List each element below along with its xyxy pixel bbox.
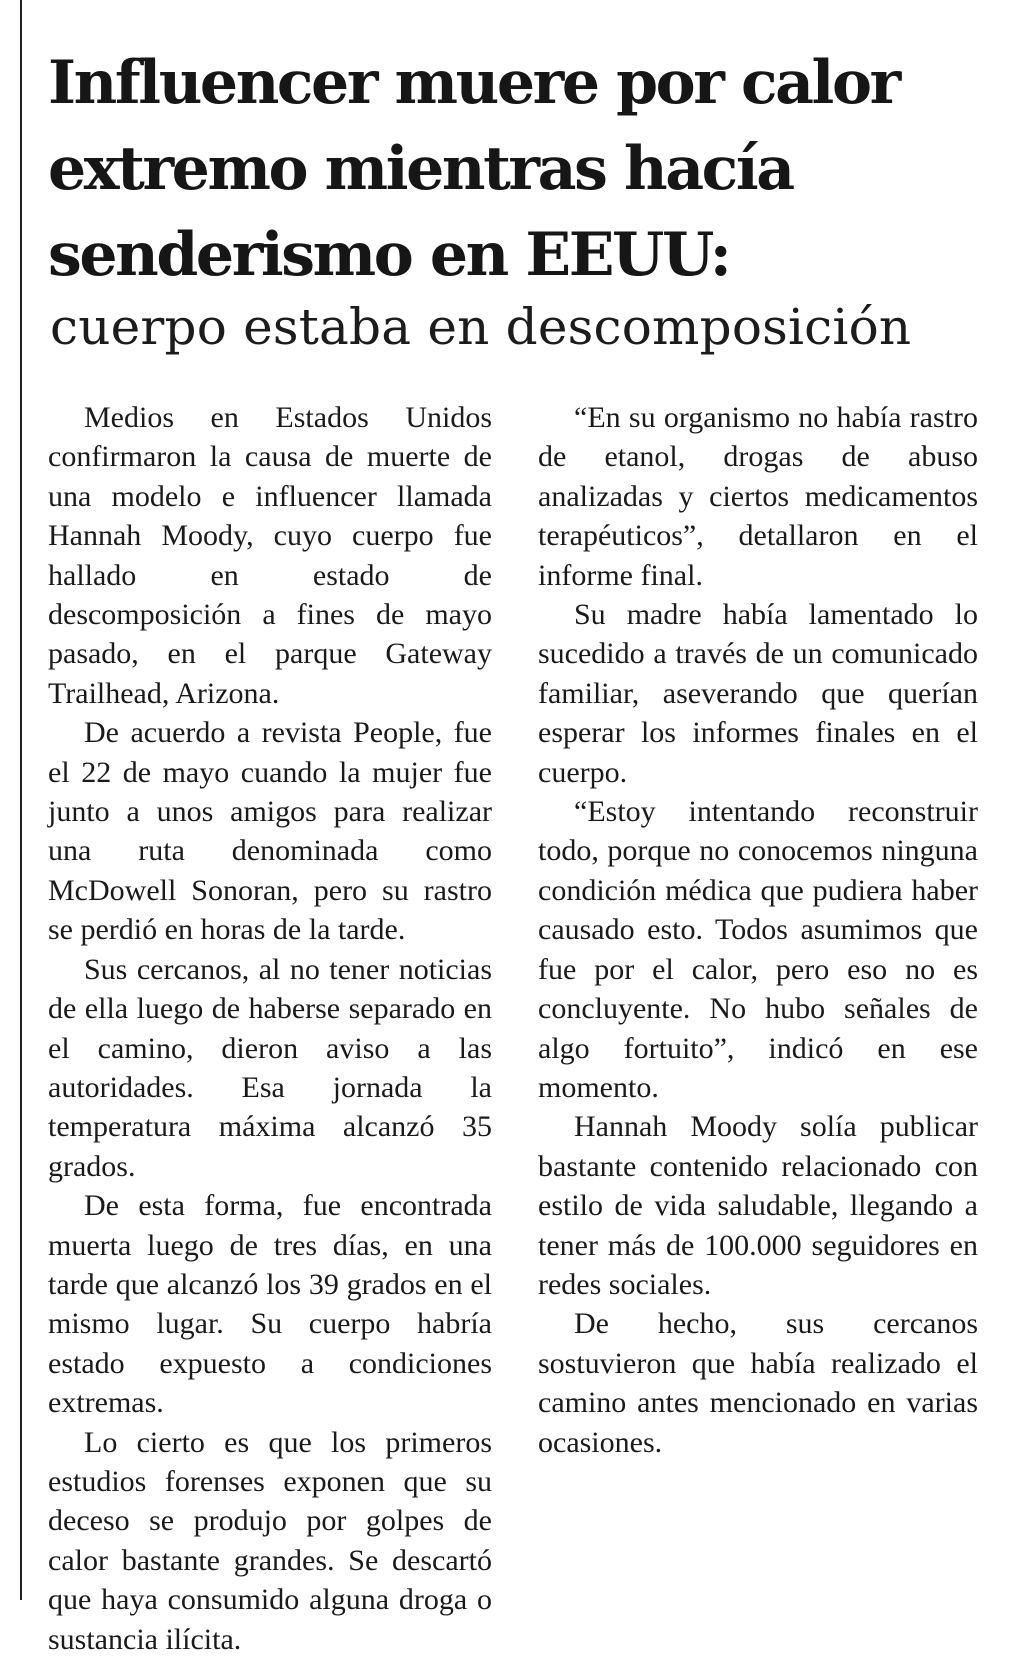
article-column-left <box>48 398 492 1659</box>
paragraph: Lo cierto es que los primeros estudios forenses exponen que su deceso se produjo por golpes de calor bastante grandes. Se descartó que haya consumido alguna droga o sustancia ilícita. <box>48 1425 492 1656</box>
paragraph: Sus cercanos, al no tener noticias de ella luego de haberse separado en el camino, dieron aviso a las autoridades. Esa jornada la temperatura máxima alcanzó 35 grados. <box>48 952 492 1183</box>
column-rule <box>20 0 22 1600</box>
headline: Influencer muere por calor extremo mientras hacía senderismo en EEUU: <box>48 48 899 290</box>
paragraph: De hecho, sus cercanos sostuvieron que había realizado el camino antes mencionado en varias ocasiones. <box>538 1307 978 1459</box>
paragraph: “En su organismo no había rastro de etanol, drogas de abuso analizadas y ciertos medicamentos terapéuticos”, detallaron en el informe final. <box>538 401 978 592</box>
paragraph: “Estoy intentando reconstruir todo, porque no conocemos ninguna condición médica que pudiera haber causado esto. Todos asumimos que fue por el calor, pero eso no es concluyente. No hubo señales de algo fortuito”, indicó en ese momento. <box>538 795 978 1104</box>
paragraph: De esta forma, fue encontrada muerta luego de tres días, en una tarde que alcanzó los 39 grados en el mismo lugar. Su cuerpo habría estado expuesto a condiciones extremas. <box>48 1189 492 1420</box>
paragraph: Hannah Moody solía publicar bastante contenido relacionado con estilo de vida saludable, llegando a tener más de 100.000 seguidores en redes sociales. <box>538 1110 978 1301</box>
paragraph: Su madre había lamentado lo sucedido a través de un comunicado familiar, aseverando que querían esperar los informes finales en el cuerpo. <box>538 598 978 789</box>
article-column-right <box>538 398 978 1462</box>
paragraph: De acuerdo a revista People, fue el 22 de mayo cuando la mujer fue junto a unos amigos para realizar una ruta denominada como McDowell Sonoran, pero su rastro se perdió en horas de la tarde. <box>48 716 492 947</box>
subheadline: cuerpo estaba en descomposición <box>50 298 912 356</box>
paragraph: Medios en Estados Unidos confirmaron la causa de muerte de una modelo e influencer llamada Hannah Moody, cuyo cuerpo fue hallado en estado de descomposición a fines de mayo pasado, en el parque Gateway Trailhead, Arizona. <box>48 401 492 710</box>
